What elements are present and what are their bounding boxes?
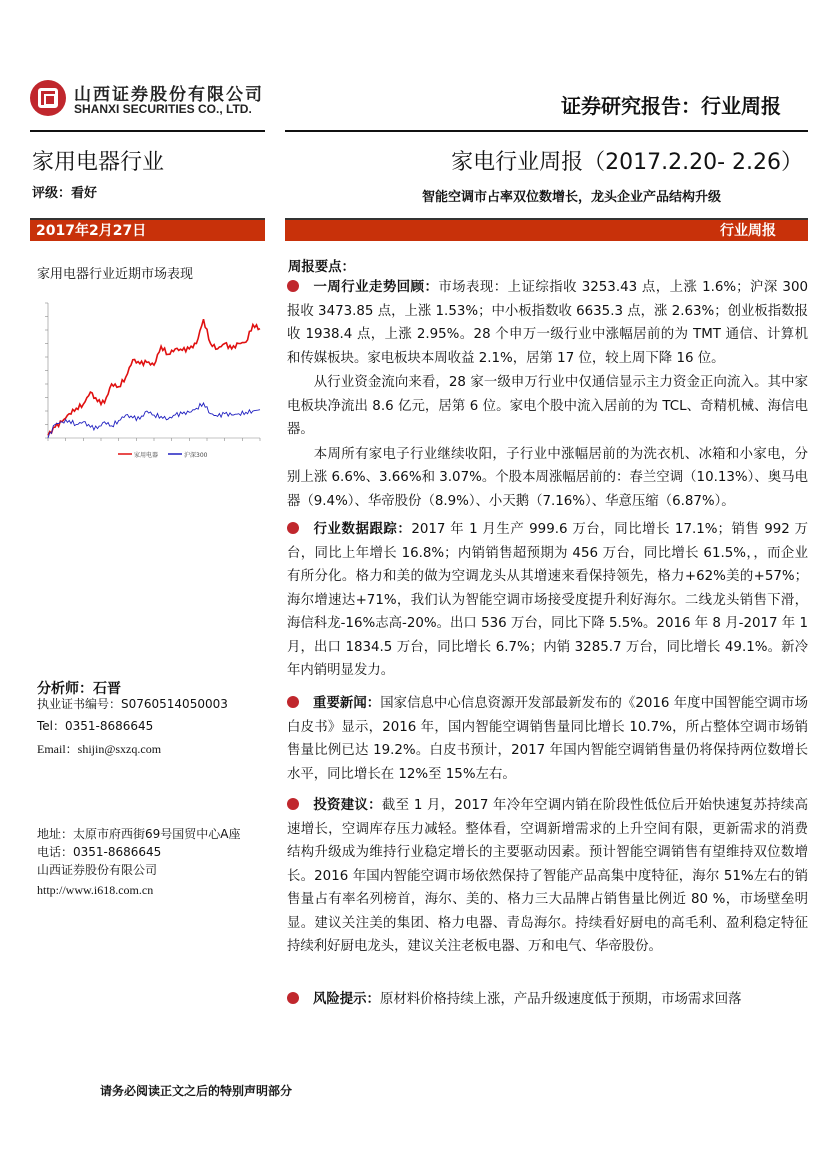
company-name: 山西证券股份有限公司: [37, 863, 158, 877]
section-text: 市场表现：上证综指收 3253.43 点，上涨 1.6%；沪深 300 报收 3473.85 点，上涨 1.53%；中小板指数收 6635.3 点，涨 2.63%；创业板指数报收 1938.4 点，上涨 2.95%。28 个申万一级行业中涨幅居前的为 TMT 通信、计算机和传媒板块。家电板块本周收益 2.1%，居第 17 位，较上周下降 16 位。: [287, 280, 808, 366]
section-text: 截至 1 月，2017 年冷年空调内销在阶段性低位后开始快速复苏持续高速增长，空调库存压力减轻。整体看，空调新增需求的上升空间有限，更新需求的消费结构升级成为维持行业稳定增长的主要驱动因素。预计智能空调销售有望维持双位数增长。2016 年国内智能空调市场依然保持了智能产品高集中度特征，海尔 51%左右的销售量占有率名列榜首，海尔、美的、格力三大品牌占销售量比例近 80 %，市场壁垒明显。建议关注美的集团、格力电器、青岛海尔。持续看好厨电的高毛利、盈利稳定特征持续利好厨电龙头，建议关注老板电器、万和电气、华帝股份。: [287, 798, 809, 954]
bullet-icon: [287, 992, 299, 1004]
section-title: 风险提示：: [313, 992, 380, 1007]
rating: 评级：看好: [32, 186, 98, 201]
section-investment-advice: [287, 794, 808, 959]
section-risk: [287, 988, 808, 1012]
footer-disclaimer: 请务必阅读正文之后的特别声明部分: [100, 1084, 293, 1098]
section-news: [287, 692, 808, 786]
section-text: 原材料价格持续上涨，产品升级速度低于预期，市场需求回落: [379, 992, 742, 1007]
company-logo: [30, 80, 66, 116]
address: 地址：太原市府西街69号国贸中心A座: [37, 827, 241, 841]
bullet-icon: [287, 696, 299, 708]
phone: 电话：0351-8686645: [37, 845, 162, 859]
section-text: 2017 年 1 月生产 999.6 万台，同比增长 17.1%；销售 992 万台，同比上年增长 16.8%；内销销售超预期为 456 万台，同比增长 61.5%，，而企业有所分化。格力和美的做为空调龙头从其增速来看保持领先，格力+62%美的+57%；海尔增速达+71%，我们认为智能空调市场接受度提升利好海尔。二线龙头销售下滑，海信科龙-16%志高-20%。出口 536 万台，同比下降 5.5%。2016 年 8 月-2017 年 1 月，出口 1834.5 万台，同比增长 6.7%；内销 3285.7 万台，同比增长 49.1%。新冷年内销明显发力。: [287, 522, 808, 678]
bullet-icon: [287, 522, 299, 534]
company-name-en: SHANXI SECURITIES CO., LTD.: [74, 102, 252, 116]
section-bar: 行业周报: [285, 218, 808, 241]
section-text: 从行业资金流向来看，28 家一级申万行业中仅通信显示主力资金正向流入。其中家电板块净流出 8.6 亿元，居第 6 位。家电个股中流入居前的为 TCL、奇精机械、海信电器。: [287, 375, 808, 437]
analyst-email[interactable]: Email：shijin@sxzq.com: [37, 742, 162, 756]
website-link[interactable]: http://www.i618.com.cn: [37, 883, 154, 897]
market-performance-chart: [30, 295, 270, 465]
report-type: 证券研究报告：行业周报: [561, 94, 781, 118]
series-line-1: [48, 319, 260, 435]
report-title: 家电行业周报（2017.2.20- 2.26）: [451, 150, 803, 175]
chart-title: 家用电器行业近期市场表现: [37, 267, 194, 282]
legend-label: 沪深300: [184, 452, 208, 459]
section-text: 国家信息中心信息资源开发部最新发布的《2016 年度中国智能空调市场白皮书》显示，2016 年，国内智能空调销售量同比增长 10.7%，所占整体空调市场销售量比例已达 19.2%。白皮书预计，2017 年国内智能空调销售量仍将保持两位数增长水平，同比增长在 12%至 15%左右。: [287, 696, 809, 782]
section-market-review: [287, 276, 808, 513]
legend-label: 家用电器: [134, 452, 159, 459]
section-title: 行业数据跟踪：: [313, 522, 412, 537]
series-line-2: [48, 403, 260, 438]
divider: [30, 130, 265, 132]
bullet-icon: [287, 798, 299, 810]
cert-number: 执业证书编号：S0760514050003: [37, 697, 228, 711]
section-title: 一周行业走势回顾：: [313, 280, 439, 295]
bullet-icon: [287, 280, 299, 292]
industry-title: 家用电器行业: [32, 150, 165, 175]
report-subtitle: 智能空调市占率双位数增长，龙头企业产品结构升级: [422, 190, 722, 205]
points-heading: 周报要点：: [288, 260, 355, 275]
divider: [285, 130, 808, 132]
company-name-cn: 山西证券股份有限公司: [74, 85, 264, 105]
section-title: 投资建议：: [313, 798, 382, 813]
section-data-tracking: [287, 518, 808, 683]
analyst-tel: Tel：0351-8686645: [37, 719, 154, 733]
date-bar: 2017年2月27日: [30, 218, 265, 241]
section-text: 本周所有家电子行业继续收阳，子行业中涨幅居前的为洗衣机、冰箱和小家电，分别上涨 6.6%、3.66%和 3.07%。个股本周涨幅居前的：春兰空调（10.13%）、奥马电器（9.4%）、华帝股份（8.9%）、小天鹅（7.16%）、华意压缩（6.87%）。: [287, 446, 808, 509]
analyst-name: 分析师：石晋: [37, 681, 121, 697]
section-title: 重要新闻：: [313, 696, 381, 711]
